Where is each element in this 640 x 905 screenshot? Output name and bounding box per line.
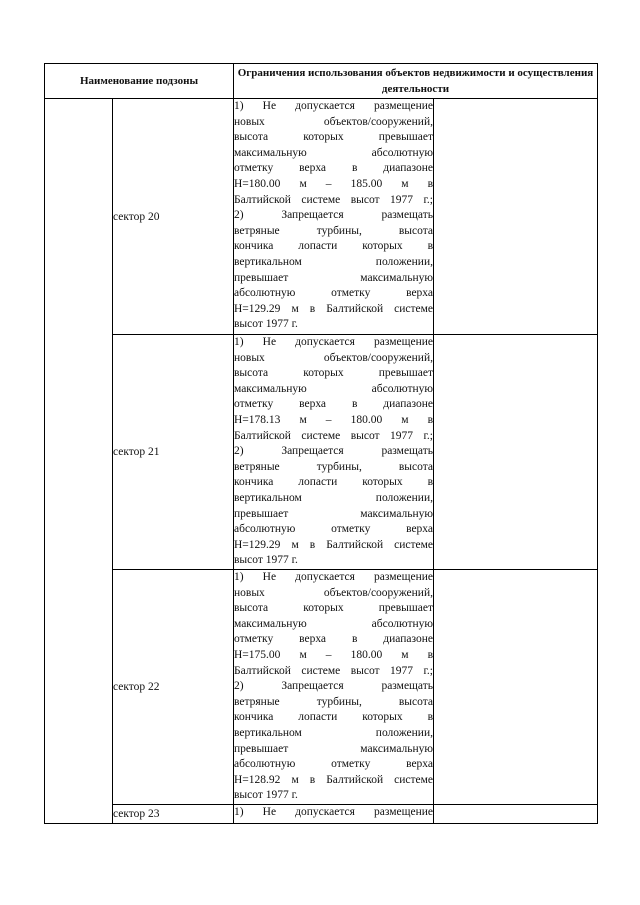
sector-name: сектор 22 — [113, 570, 234, 805]
restriction-line: абсолютную отметку верха — [234, 287, 433, 300]
restriction-line: 1) Не допускается размещение — [234, 806, 433, 818]
restriction-line: максимальную абсолютную — [234, 617, 433, 630]
restriction-line: Н=129.29 м в Балтийской системе — [234, 302, 433, 315]
restriction-line: Балтийской системе высот 1977 г.; — [234, 193, 433, 206]
restriction-line: Н=178.13 м – 180.00 м в — [234, 413, 433, 426]
restriction-line: отметку верха в диапазоне — [234, 162, 433, 175]
table-row — [45, 805, 598, 824]
table-row — [45, 570, 598, 805]
sector-name: сектор 21 — [113, 335, 234, 570]
table-row — [45, 99, 598, 335]
restriction-line: высота которых превышает — [234, 367, 433, 380]
restriction-line: отметку верха в диапазоне — [234, 398, 433, 411]
zone-group-cell — [45, 99, 113, 824]
restriction-line: 1) Не допускается размещение — [234, 100, 433, 112]
restriction-line: высот 1977 г. — [234, 789, 298, 802]
restriction-line: высот 1977 г. — [234, 318, 298, 331]
restriction-line: Н=180.00 м – 185.00 м в — [234, 177, 433, 190]
zones-table — [44, 63, 598, 824]
restriction-line: отметку верха в диапазоне — [234, 633, 433, 646]
empty-cell — [434, 335, 598, 570]
empty-cell — [434, 99, 598, 335]
header-restrictions: Ограничения использования объектов недвижимости и осуществления деятельности — [234, 64, 598, 99]
restriction-line: Н=128.92 м в Балтийской системе — [234, 773, 433, 786]
restriction-line: Н=175.00 м – 180.00 м в — [234, 648, 433, 661]
restriction-line: высота которых превышает — [234, 602, 433, 615]
restriction-line: 1) Не допускается размещение — [234, 571, 433, 583]
empty-cell — [434, 805, 598, 824]
sector-name: сектор 20 — [113, 99, 234, 335]
restriction-line: 2) Запрещается размещать — [234, 209, 433, 222]
restriction-line: Балтийской системе высот 1977 г.; — [234, 664, 433, 677]
restriction-line: ветряные турбины, высота — [234, 695, 433, 708]
restriction-line: 2) Запрещается размещать — [234, 445, 433, 458]
empty-cell — [434, 570, 598, 805]
restriction-line: кончика лопасти которых в — [234, 711, 433, 724]
table-row — [45, 335, 598, 570]
restriction-text — [234, 99, 434, 335]
restriction-line: превышает максимальную — [234, 271, 433, 284]
restriction-text — [234, 805, 434, 824]
sector-name: сектор 23 — [113, 805, 234, 824]
restriction-line: вертикальном положении, — [234, 255, 433, 268]
header-zone-name: Наименование подзоны — [45, 64, 234, 99]
restriction-line: абсолютную отметку верха — [234, 758, 433, 771]
restriction-line: новых объектов/сооружений, — [234, 115, 433, 128]
restriction-line: максимальную абсолютную — [234, 382, 433, 395]
restriction-line: превышает максимальную — [234, 507, 433, 520]
restriction-line: 1) Не допускается размещение — [234, 336, 433, 348]
restriction-line: Балтийской системе высот 1977 г.; — [234, 429, 433, 442]
restriction-text — [234, 335, 434, 570]
table-header-row — [45, 64, 598, 99]
restriction-line: абсолютную отметку верха — [234, 523, 433, 536]
restriction-line: ветряные турбины, высота — [234, 460, 433, 473]
restriction-line: высота которых превышает — [234, 131, 433, 144]
restriction-line: ветряные турбины, высота — [234, 224, 433, 237]
restriction-line: 2) Запрещается размещать — [234, 680, 433, 693]
restriction-line: кончика лопасти которых в — [234, 476, 433, 489]
restriction-line: вертикальном положении, — [234, 491, 433, 504]
restriction-line: Н=129.29 м в Балтийской системе — [234, 538, 433, 551]
restriction-line: высот 1977 г. — [234, 554, 298, 567]
restriction-line: вертикальном положении, — [234, 726, 433, 739]
restriction-line: новых объектов/сооружений, — [234, 351, 433, 364]
restriction-line: превышает максимальную — [234, 742, 433, 755]
restriction-text — [234, 570, 434, 805]
restriction-line: кончика лопасти которых в — [234, 240, 433, 253]
restriction-line: новых объектов/сооружений, — [234, 586, 433, 599]
restriction-line: максимальную абсолютную — [234, 146, 433, 159]
